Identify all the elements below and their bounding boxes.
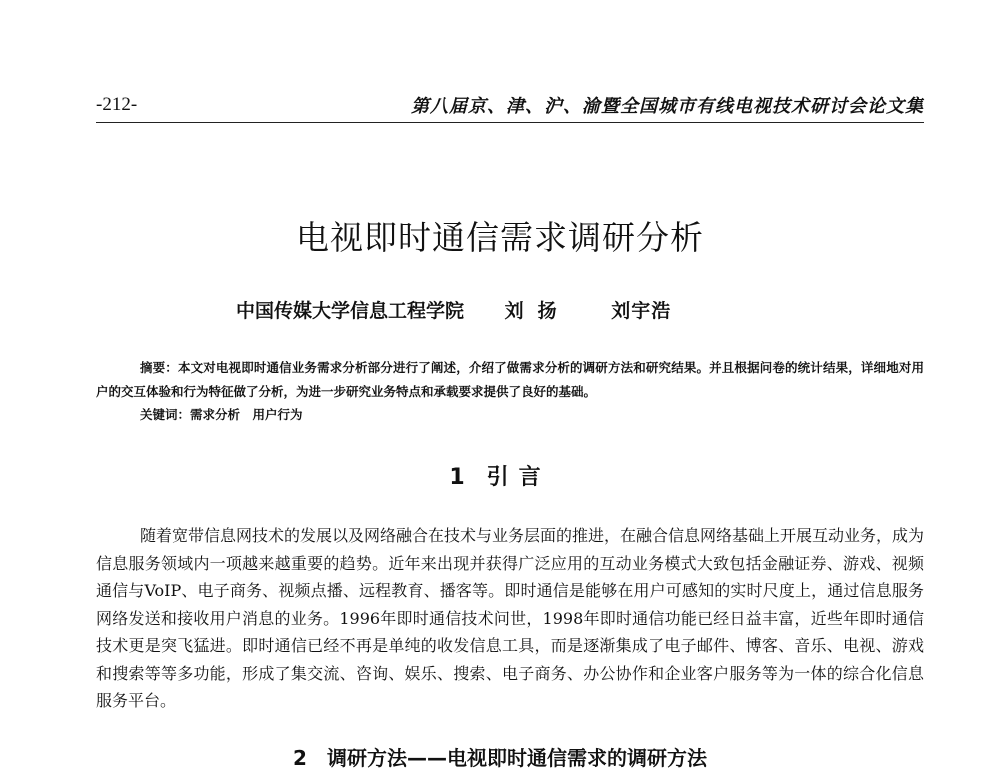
author-line — [236, 296, 836, 323]
section-title: 引言 — [486, 465, 551, 490]
keywords — [140, 403, 840, 427]
paper-title: 电视即时通信需求调研分析 — [296, 218, 704, 257]
page-number: -212- — [96, 94, 138, 115]
body-paragraph: 随着宽带信息网技术的发展以及网络融合在技术与业务层面的推进，在融合信息网络基础上开展互动业务，成为信息服务领域内一项越来越重要的趋势。近年来出现并获得广泛应用的互动业务模式大致包括金融证券、游戏、视频通信与VoIP、电子商务、视频点播、远程教育、播客等。即时通信是能够在用户可感知的实时尺度上，通过信息服务网络发送和接收用户消息的业务。1996年即时通信技术问世，1998年即时通信功能已经日益丰富，近些年即时通信技术更是突飞猛进。即时通信已经不再是单纯的收发信息工具，而是逐渐集成了电子邮件、博客、音乐、电视、游戏和搜索等等多功能，形成了集交流、咨询、娱乐、搜索、电子商务、办公协作和企业客户服务等为一体的综合化信息服务平台。 — [96, 526, 925, 710]
keywords-text: 需求分析 用户行为 — [190, 407, 303, 422]
author-affiliation: 中国传媒大学信息工程学院 — [236, 300, 465, 322]
next-section-heading: 2 调研方法——电视即时通信需求的调研方法 — [293, 746, 707, 770]
section-number: 1 — [449, 465, 465, 490]
running-header — [96, 92, 924, 120]
journal-title: 第八届京、津、沪、渝暨全国城市有线电视技术研讨会论文集 — [411, 96, 924, 117]
section-heading — [0, 460, 1000, 491]
abstract-label: 摘要： — [140, 360, 178, 375]
abstract — [96, 356, 924, 404]
author-name: 刘扬 — [504, 300, 571, 322]
author-name: 刘宇浩 — [611, 300, 672, 322]
abstract-text: 本文对电视即时通信业务需求分析部分进行了阐述，介绍了做需求分析的调研方法和研究结果。并且根据问卷的统计结果，详细地对用户的交互体验和行为特征做了分析，为进一步研究业务特点和承载要求提供了良好的基础。 — [96, 360, 924, 399]
keywords-label: 关键词： — [140, 407, 191, 422]
header-rule — [96, 122, 924, 123]
